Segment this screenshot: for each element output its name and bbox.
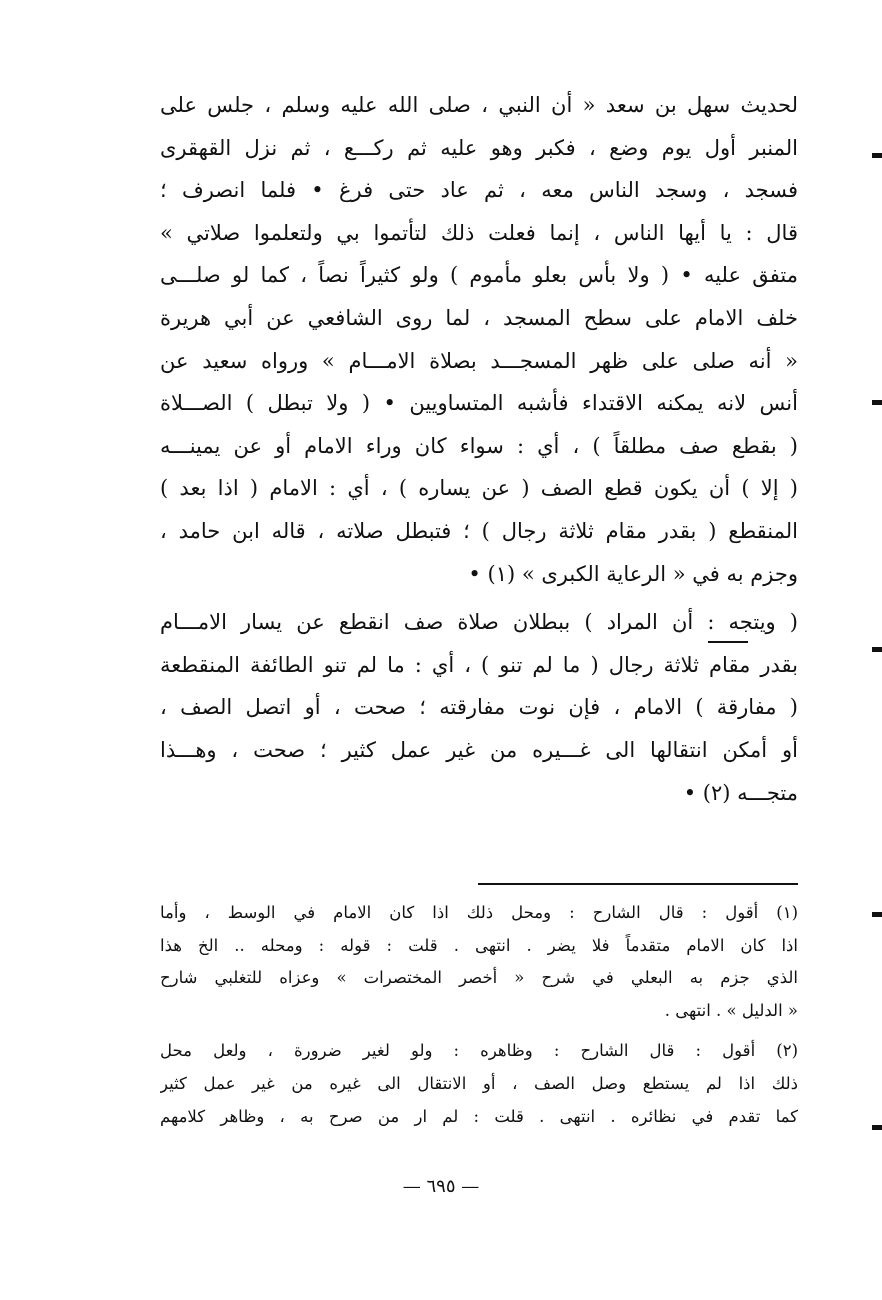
- text-line: بقدر مقام ثلاثة رجال ( ما لم تنو ) ، أي : ما لم تنو الطائفة المنقطعة: [160, 652, 798, 677]
- edge-mark: [872, 400, 882, 405]
- text-line: لحديث سهل بن سعد « أن النبي ، صلى الله عليه وسلم ، جلس على: [160, 93, 798, 117]
- footnote-separator: [478, 883, 798, 885]
- footnote-line: « الدليل » . انتهى .: [664, 1000, 798, 1020]
- text-line: فسجد ، وسجد الناس معه ، ثم عاد حتى فرغ • فلما انصرف ؛: [160, 178, 798, 203]
- edge-mark: [872, 1125, 882, 1130]
- footnote-line: اذا كان الامام متقدماً فلا يضر . انتهى . قلت : قوله : ومحله .. الخ هذا: [160, 935, 798, 955]
- text-line: وجزم به في « الرعاية الكبرى » (١) •: [468, 561, 798, 586]
- footnote-line: الذي جزم به البعلي في شرح « أخصر المختصرات » وعزاه للتغلبي شارح: [160, 968, 798, 988]
- footnotes: [160, 897, 798, 1133]
- text-line: متفق عليه • ( ولا بأس بعلو مأموم ) ولو كثيراً نصاً ، كما لو صلـــى: [160, 263, 798, 288]
- text-line: ( بقطع صف مطلقاً ) ، أي : سواء كان وراء الامام أو عن يمينـــه: [160, 433, 798, 458]
- paragraph-overline: [708, 641, 748, 643]
- text-line: أو أمكن انتقالها الى غـــيره من غير عمل كثير ؛ صحت ، وهـــذا: [160, 737, 798, 762]
- text-line: المنقطع ( بقدر مقام ثلاثة رجال ) ؛ فتبطل صلاته ، قاله ابن حامد ،: [160, 518, 798, 543]
- page-number: — ٦٩٥ —: [402, 1176, 480, 1197]
- footnote-line: (١) أقول : قال الشارح : ومحل ذلك اذا كان الامام في الوسط ، وأما: [160, 903, 798, 922]
- footnote-line: (٢) أقول : قال الشارح : وظاهره : ولو لغير ضرورة ، ولعل محل: [160, 1041, 798, 1061]
- text-line: « أنه صلى على ظهر المسجـــد بصلاة الامـــام » ورواه سعيد عن: [160, 348, 798, 373]
- footnote-gap: [160, 1027, 798, 1035]
- text-line: أنس لانه يمكنه الاقتداء فأشبه المتساويين • ( ولا تبطل ) الصـــلاة: [160, 391, 798, 416]
- text-line: ( إلا ) أن يكون قطع الصف ( عن يساره ) ، أي : الامام ( اذا بعد ): [160, 476, 798, 501]
- text-line: ( مفارقة ) الامام ، فإن نوت مفارقته ؛ صحت ، أو اتصل الصف ،: [160, 695, 798, 720]
- footnote-line: ذلك اذا لم يستطع وصل الصف ، أو الانتقال الى غيره من غير عمل كثير: [160, 1073, 798, 1093]
- edge-mark: [872, 647, 882, 652]
- edge-mark: [872, 153, 882, 158]
- footnote-line: كما تقدم في نظائره . انتهى . قلت : لم ار من صرح به ، وظاهر كلامهم: [160, 1106, 798, 1126]
- text-line: متجـــه (٢) •: [683, 780, 798, 805]
- text-line: ( ويتجه : أن المراد ) ببطلان صلاة صف انقطع عن يسار الامـــام: [160, 610, 798, 635]
- main-text: [160, 84, 798, 814]
- edge-mark: [872, 912, 882, 917]
- text-line: خلف الامام على سطح المسجد ، لما روى الشافعي عن أبي هريرة: [160, 305, 798, 330]
- text-line: المنبر أول يوم وضع ، فكبر وهو عليه ثم ركـــع ، ثم نزل القهقرى: [160, 135, 798, 160]
- text-line: قال : يا أيها الناس ، إنما فعلت ذلك لتأتموا بي ولتعلموا صلاتي »: [160, 220, 798, 245]
